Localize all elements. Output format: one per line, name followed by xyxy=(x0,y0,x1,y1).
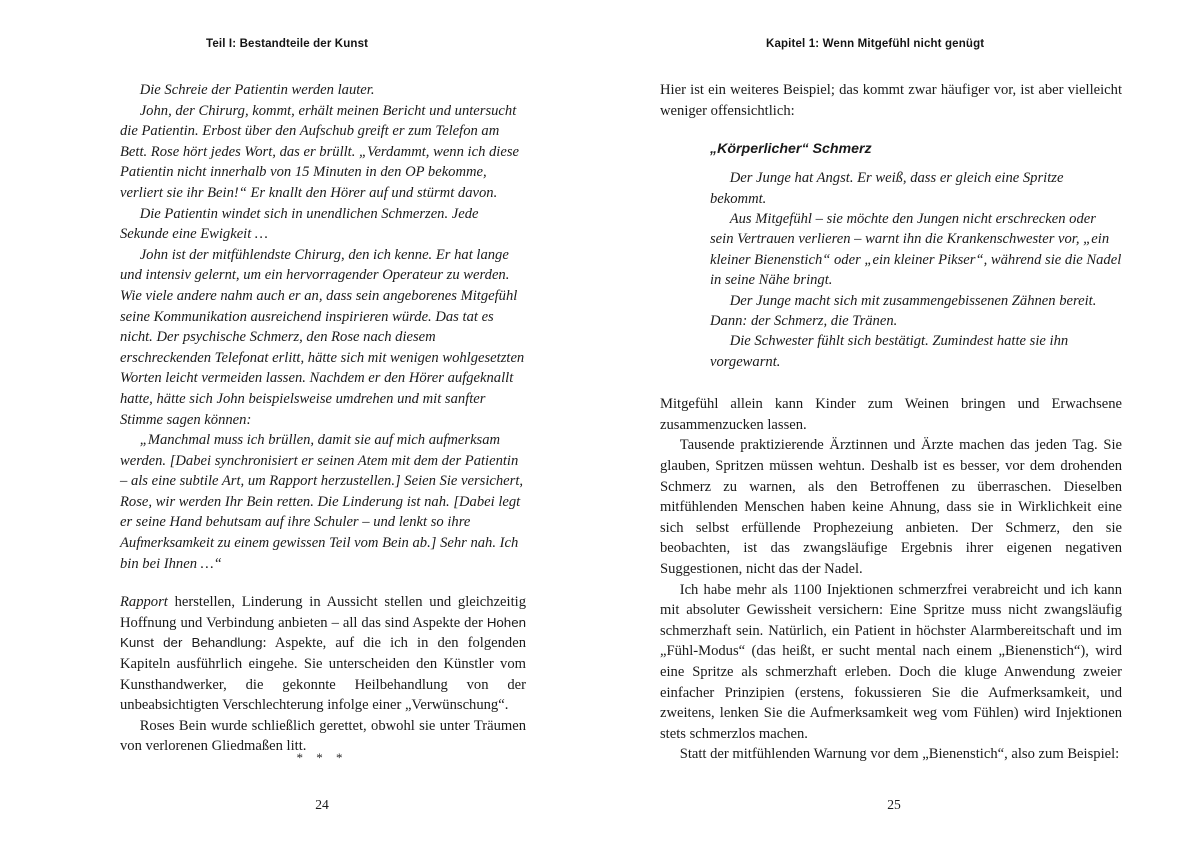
scene-paragraph: „Manchmal muss ich brüllen, damit sie auf mich aufmerksam werden. [Dabei synchronisiert er seinen Atem mit dem der Patientin – als eine subtile Art, um Rapport herzustellen.] Seien Sie versichert, Rose, wir werden Ihr Bein retten. Die Linderung ist nah. [Dabei legt er seine Hand behutsam auf ihre Schuler – und lenkt so ihre Aufmerksamkeit zu einem gewissen Teil vom Bein ab.] Sehr nah. Ich bin bei Ihnen …“ xyxy=(120,432,524,572)
intro-paragraph: Hier ist ein weiteres Beispiel; das kommt zwar häufiger vor, ist aber vielleicht weniger offensichtlich: xyxy=(660,82,1122,119)
page-right xyxy=(596,0,1192,854)
text-column-right xyxy=(660,80,1122,765)
closing-text-part-2: : Aspekte, auf die ich in den folgenden Kapiteln ausführlich eingehe. Sie unterscheiden den Künstler vom Kunsthandwerker, die gekonnte Heilbehandlung von der unbeabsichtigten Verschlechterung infolge einer „Verwünschung“. xyxy=(120,635,526,714)
body-paragraph: Mitgefühl allein kann Kinder zum Weinen bringen und Erwachsene zusammenzucken lassen. xyxy=(660,396,1122,433)
body-paragraph: Ich habe mehr als 1100 Injektionen schmerzfrei verabreicht und ich kann mit absoluter Gewissheit versichern: Eine Spritze muss nicht zwangsläufig schmerzhaft sein. Natürlich, ein Patient in höchster Alarmbereitschaft und im „Fühl-Modus“ (das heißt, er sucht mental nach einem „Bienenstich“), wird eine Spritze als schmerzhaft erleben. Doch die kluge Anwendung zweier einfacher Prinzipien (erstens, fokussieren Sie die Aufmerksamkeit, und zweitens, lenken Sie die Aufmerksamkeit weg vom Fühlen) wird Injektionen stets schmerzlos machen. xyxy=(660,581,1122,742)
scene-paragraph: Die Schreie der Patientin werden lauter. xyxy=(139,82,375,98)
section-ornament: * * * xyxy=(296,750,348,765)
example-paragraph: Der Junge macht sich mit zusammengebissenen Zähnen bereit. Dann: der Schmerz, die Tränen. xyxy=(710,292,1097,330)
scene-paragraph: John ist der mitfühlendste Chirurg, den ich kenne. Er hat lange und intensiv gelernt, um ein hervorragender Operateur zu werden. Wie viele andere nahm auch er an, dass sein angeborenes Mitgefühl seine Kommunikation ausreichend inspirieren würde. Das tat es nicht. Der psychische Schmerz, den Rose nach diesem erschreckenden Telefonat erlitt, hätte sich mit wenigen wohlgesetzten Worten leicht vermeiden lassen. Nachdem er den Hörer aufgeknallt hatte, hätte sich John beispielsweise umdrehen und mit sanfter Stimme sagen können: xyxy=(120,246,525,428)
running-head-right: Kapitel 1: Wenn Mitgefühl nicht genügt xyxy=(766,38,985,50)
body-block-right xyxy=(660,394,1122,765)
example-paragraph: Die Schwester fühlt sich bestätigt. Zumindest hatte sie ihn vorgewarnt. xyxy=(710,333,1069,370)
emphasised-term: Hohen Kunst der Behandlung xyxy=(120,614,526,651)
running-head-left: Teil I: Bestandteile der Kunst xyxy=(206,38,369,50)
final-paragraph: Roses Bein wurde schließlich gerettet, obwohl sie unter Träumen von verlorenen Gliedmaßen litt. xyxy=(120,717,526,755)
lead-italic-word: Rapport xyxy=(120,594,168,611)
scene-paragraph: Die Patientin windet sich in unendlichen Schmerzen. Jede Sekunde eine Ewigkeit … xyxy=(120,205,479,243)
scene-paragraph: John, der Chirurg, kommt, erhält meinen Bericht und untersucht die Patientin. Erbost über den Aufschub greift er zum Telefon am Bett. Rose hört jedes Wort, das er brüllt. „Verdammt, wenn ich diese Patientin nicht innerhalb von 15 Minuten in den OP bekomme, verliert sie ihr Bein!“ Er knallt den Hörer auf und stürmt davon. xyxy=(120,102,519,201)
body-paragraph: Statt der mitfühlenden Warnung vor dem „Bienenstich“, also zum Beispiel: xyxy=(679,746,1120,763)
scene-block xyxy=(120,80,526,574)
body-paragraph: Tausende praktizierende Ärztinnen und Ärzte machen das jeden Tag. Sie glauben, Spritzen müssen wehtun. Deshalb ist es besser, vor dem drohenden Schmerz zu warnen, als den Betroffenen zu überraschen. Dieselben mitfühlenden Menschen haben keine Ahnung, dass sie in Wirklichkeit eine sich selbst erfüllende Prophezeiung anbieten. Der Schmerz, den sie beobachten, ist das zwangsläufige Ergebnis ihrer eigenen negativen Suggestionen, nicht das der Nadel. xyxy=(660,437,1122,577)
example-heading: „Körperlicher“ Schmerz xyxy=(710,141,872,158)
folio-left: 24 xyxy=(315,797,329,812)
closing-text-part-1: herstellen, Linderung in Aussicht stellen und gleichzeitig Hoffnung und Verbindung anbieten – all das sind Aspekte der xyxy=(120,594,526,631)
example-block xyxy=(710,139,1122,372)
text-column-left xyxy=(120,80,526,757)
example-paragraph: Der Junge hat Angst. Er weiß, dass er gleich eine Spritze bekommt. xyxy=(710,170,1064,207)
closing-block xyxy=(120,592,526,757)
example-paragraph: Aus Mitgefühl – sie möchte den Jungen nicht erschrecken oder sein Vertrauen verlieren – warnt ihn die Krankenschwester vor, „ein kleiner Bienenstich“ oder „ein kleiner Pikser“, während sie die Nadel in seine Nähe bringt. xyxy=(710,211,1122,289)
closing-paragraph xyxy=(120,592,526,716)
folio-right: 25 xyxy=(887,797,901,812)
